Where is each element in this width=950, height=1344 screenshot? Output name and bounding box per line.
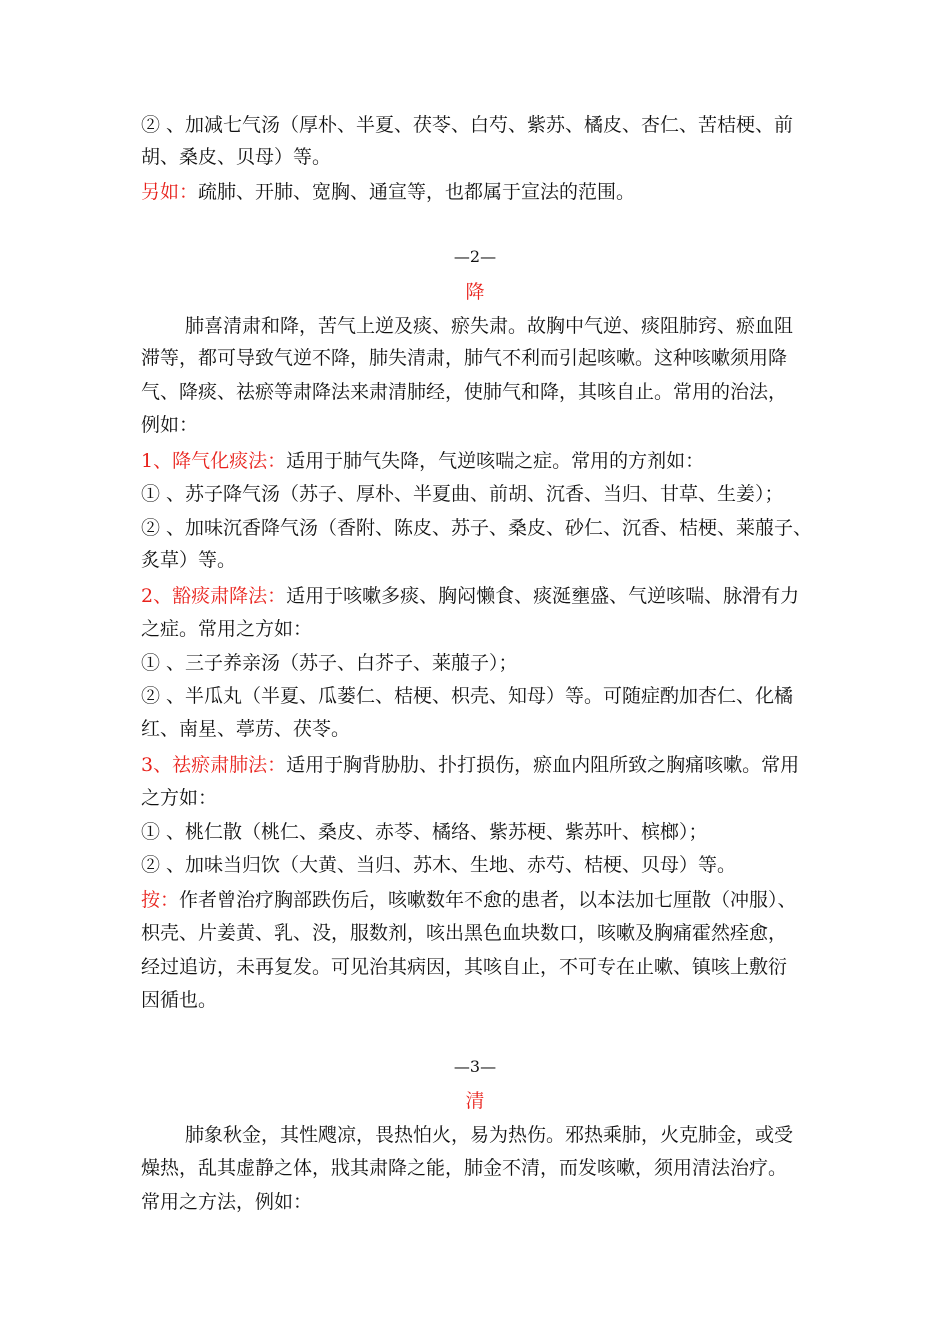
note-line: 枳壳、片姜黄、乳、没，服数剂，咳出黑色血块数口，咳嗽及胸痛霍然痊愈， [141,922,788,944]
section-number: —2— [453,247,497,266]
method-label: 1、降气化痰法： [141,450,287,472]
note-line: 经过追访，未再复发。可见治其病因，其咳自止，不可专在止嗽、镇咳上敷衍 [141,956,788,978]
intro-line: 滞等，都可导致气逆不降，肺失清肃，肺气不利而引起咳嗽。这种咳嗽须用降 [141,347,788,369]
formula-item-continued: 红、南星、葶苈、茯苓。 [141,718,351,740]
method-text-continued: 之方如： [141,787,218,809]
formula-item: ① 、苏子降气汤（苏子、厚朴、半夏曲、前胡、沉香、当归、甘草、生姜）； [141,483,784,505]
method-heading [141,449,821,473]
formula-item: ① 、桃仁散（桃仁、桑皮、赤苓、橘络、紫苏梗、紫苏叶、槟榔）； [141,821,708,843]
formula-item: ② 、加味沉香降气汤（香附、陈皮、苏子、桑皮、砂仁、沉香、桔梗、莱菔子、 [141,517,813,539]
intro-line: 燥热，乱其虚静之体，戕其肃降之能，肺金不清，而发咳嗽，须用清法治疗。 [141,1157,788,1179]
formula-item: ① 、三子养亲汤（苏子、白芥子、莱菔子）； [141,652,518,674]
intro-line: 气、降痰、祛瘀等肃降法来肃清肺经，使肺气和降，其咳自止。常用的治法， [141,381,788,403]
method-text: 适用于胸背胁肋、扑打损伤，瘀血内阻所致之胸痛咳嗽。常用 [286,754,800,776]
note-paragraph [141,180,821,204]
method-heading [141,584,821,608]
formula-item-continued: 胡、桑皮、贝母）等。 [141,146,332,168]
note-text: 疏肺、开肺、宽胸、通宣等，也都属于宣法的范围。 [198,181,636,203]
intro-line: 肺喜清肃和降，苦气上逆及痰、瘀失肃。故胸中气逆、痰阻肺窍、瘀血阻 [185,315,794,337]
note-text: 作者曾治疗胸部跌伤后，咳嗽数年不愈的患者，以本法加七厘散（冲服）、 [179,889,797,911]
method-text: 适用于咳嗽多痰、胸闷懒食、痰涎壅盛、气逆咳喘、脉滑有力 [286,585,800,607]
note-label: 另如： [141,181,199,203]
formula-item: ② 、加减七气汤（厚朴、半夏、茯苓、白芍、紫苏、橘皮、杏仁、苦桔梗、前 [141,114,794,136]
method-label: 2、豁痰肃降法： [141,585,287,607]
formula-item: ② 、加味当归饮（大黄、当归、苏木、生地、赤芍、桔梗、贝母）等。 [141,854,737,876]
intro-line: 例如： [141,414,199,436]
section-number: —3— [453,1057,497,1076]
method-text-continued: 之症。常用之方如： [141,618,313,640]
section-title: 降 [465,281,485,303]
intro-line: 常用之方法，例如： [141,1191,313,1213]
method-label: 3、祛瘀肃肺法： [141,754,287,776]
formula-item: ② 、半瓜丸（半夏、瓜蒌仁、桔梗、枳壳、知母）等。可随症酌加杏仁、化橘 [141,685,794,707]
intro-line: 肺象秋金，其性飕凉，畏热怕火，易为热伤。邪热乘肺，火克肺金，或受 [185,1124,794,1146]
method-heading [141,753,821,777]
note-paragraph [141,888,821,912]
section-title: 清 [465,1090,485,1112]
method-text: 适用于肺气失降，气逆咳喘之症。常用的方剂如： [286,450,705,472]
note-line: 因循也。 [141,989,218,1011]
note-label: 按： [141,889,180,911]
formula-item-continued: 炙草）等。 [141,549,237,571]
